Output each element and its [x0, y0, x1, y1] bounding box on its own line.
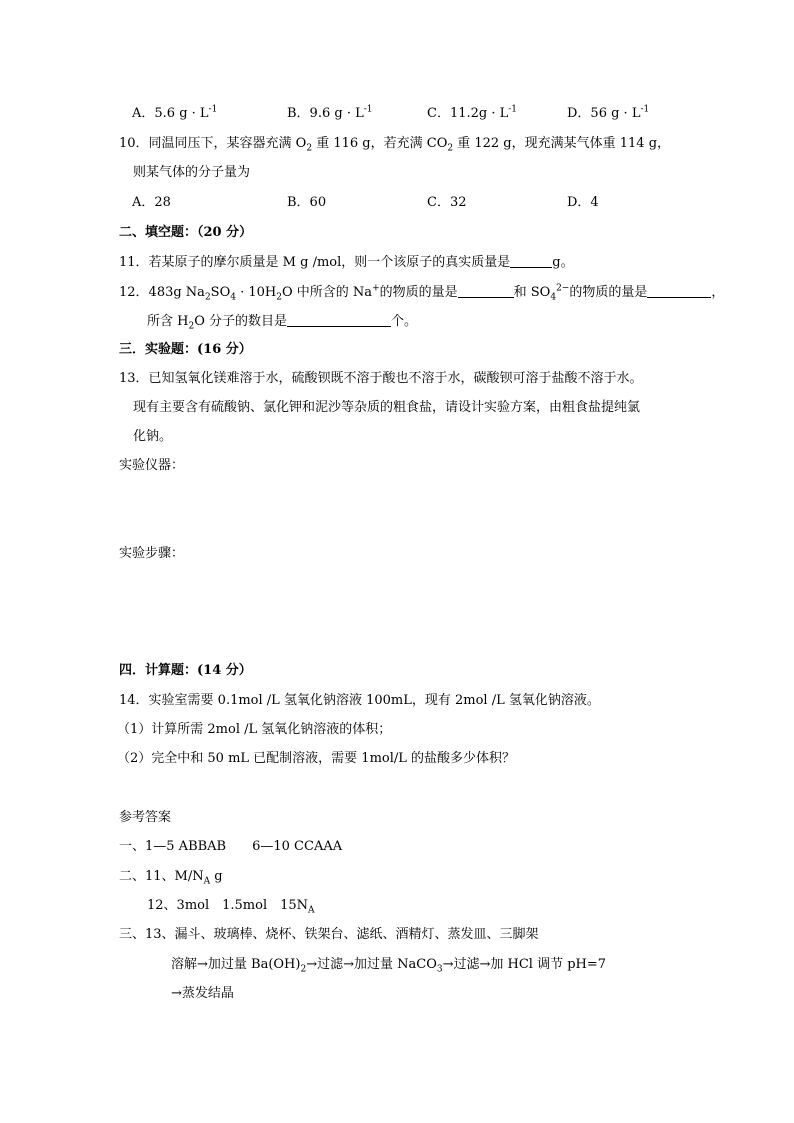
q10-option-a: A．28 [132, 195, 171, 210]
answers-section-1: 一、1—5 ABBAB 6—10 CCAAA [119, 839, 343, 854]
q14-part2: （2）完全中和 50 mL 已配制溶液，需要 1mol/L 的盐酸多少体积？ [117, 751, 516, 766]
q9-option-a: A．5.6 $g \cdot L^{-1}$ [132, 104, 218, 121]
q12-answer-blank-so4[interactable] [647, 283, 711, 298]
q14-part1: （1）计算所需 2mol /L 氢氧化钠溶液的体积； [117, 722, 392, 737]
q10-options [132, 194, 599, 212]
instruments-label: 实验仪器： [119, 458, 185, 473]
section-3-heading: 三．实验题：(16 分） [119, 342, 252, 357]
q13-line1: 13．已知氢氧化镁难溶于水，硫酸钡既不溶于酸也不溶于水，碳酸钡可溶于盐酸不溶于水。 [119, 371, 643, 386]
q12-line2: 所含 $H_2O$ 分子的数目是 个。 [147, 314, 418, 332]
answers-section-2: 二、11、$M/N_A$ g [119, 869, 223, 887]
q10-stem: 10．同温同压下，某容器充满 $O_2$ 重 116 g，若充满 $CO_2$ 重 122 g，现充满某气体重 114 g， [119, 136, 671, 154]
q9-option-b: B．9.6 $g \cdot L^{-1}$ [287, 104, 373, 121]
q9-option-d: D．56 $g \cdot L^{-1}$ [567, 104, 650, 121]
q10-option-c: C．32 [427, 195, 467, 210]
section-2-heading: 二、填空题：（20 分） [119, 225, 253, 240]
q12-answer-blank-h2o[interactable] [287, 312, 391, 327]
answers-steps-line1: 溶解→加过量 $Ba(OH)_2\to$过滤→加过量 NaCO$_3$→过滤→加 HCl 调节 pH=7 [171, 957, 607, 975]
q9-options [132, 105, 672, 123]
q14-line1: 14．实验室需要 0.1mol /L 氢氧化钠溶液 100mL，现有 2mol /L 氢氧化钠溶液。 [119, 693, 600, 708]
section-4-heading: 四．计算题：(14 分） [119, 663, 252, 678]
q9-option-c: C．$11.2g \cdot L^{-1}$ [427, 104, 518, 121]
answers-steps-line2: →蒸发结晶 [171, 986, 234, 1001]
q13-line3: 化钠。 [133, 429, 173, 444]
q11: 11．若某原子的摩尔质量是 M g /mol，则一个该原子的真实质量是 g。 [119, 255, 574, 270]
q12-answer-blank-na[interactable] [458, 283, 514, 298]
answers-q12: 12、3mol 1.5mol $15N_A$ [147, 898, 315, 916]
q10-option-b: B．60 [287, 195, 327, 210]
answers-title: 参考答案 [119, 810, 172, 825]
q12: 12．483g $Na_2SO_4 \cdot 10H_2O$ 中所含的 Na+的物质的量是 和 $SO_4^{2-}$的物质的量是 ， [119, 283, 725, 303]
q10-stem-line2: 则某气体的分子量为 [133, 165, 251, 180]
steps-label: 实验步骤： [119, 546, 185, 561]
q10-option-d: D．4 [567, 195, 599, 210]
q13-line2: 现有主要含有硫酸钠、氯化钾和泥沙等杂质的粗食盐，请设计实验方案，由粗食盐提纯氯 [133, 400, 641, 415]
answers-section-3: 三、13、漏斗、玻璃棒、烧杯、铁架台、滤纸、酒精灯、蒸发皿、三脚架 [119, 927, 539, 942]
q11-answer-blank[interactable] [510, 253, 552, 268]
